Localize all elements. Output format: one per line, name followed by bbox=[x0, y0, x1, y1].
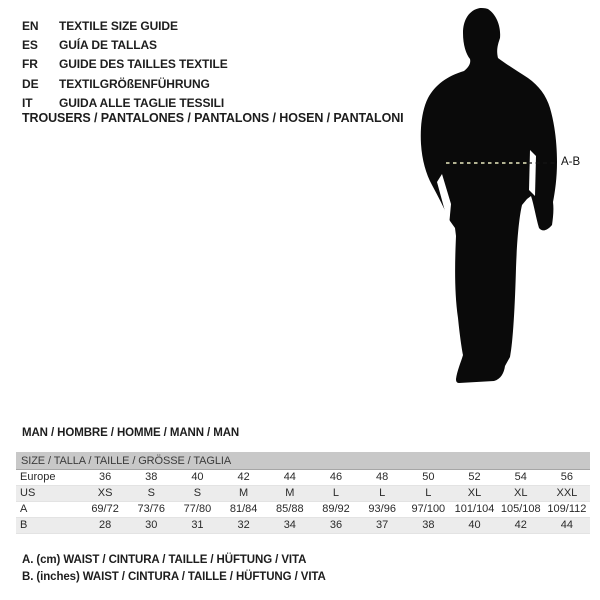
size-cell: 56 bbox=[560, 471, 574, 483]
size-cell: L bbox=[425, 487, 432, 499]
language-row-it bbox=[22, 93, 228, 112]
language-code: EN bbox=[22, 18, 39, 33]
size-cell: 28 bbox=[98, 519, 112, 531]
language-title: GUIDA ALLE TAGLIE TESSILI bbox=[59, 95, 225, 110]
size-cell: XXL bbox=[556, 487, 578, 499]
size-cell: 44 bbox=[560, 519, 574, 531]
language-code: IT bbox=[22, 95, 33, 110]
size-cell: 109/112 bbox=[547, 503, 587, 515]
size-cell: L bbox=[379, 487, 386, 499]
size-table-header: SIZE / TALLA / TAILLE / GRÖSSE / TAGLIA bbox=[16, 452, 590, 470]
table-row-b-inches bbox=[16, 518, 590, 534]
size-cell: 81/84 bbox=[229, 503, 258, 515]
size-cell: 40 bbox=[191, 471, 204, 483]
size-cell: 97/100 bbox=[411, 503, 446, 515]
size-cell: 40 bbox=[468, 519, 481, 531]
size-cell: 31 bbox=[191, 519, 204, 531]
size-cell: 54 bbox=[514, 471, 527, 483]
size-cell: 93/96 bbox=[368, 503, 396, 515]
size-cell: 37 bbox=[376, 519, 389, 531]
language-title: GUIDE DES TAILLES TEXTILE bbox=[59, 57, 228, 72]
size-cell: M bbox=[285, 487, 295, 499]
size-cell: S bbox=[147, 487, 155, 499]
footnote-a: A. (cm) WAIST / CINTURA / TAILLE / HÜFTUNG / VITA bbox=[22, 554, 307, 566]
size-cell: 36 bbox=[98, 471, 112, 483]
size-cell: 77/80 bbox=[183, 503, 212, 515]
row-label: A bbox=[20, 503, 28, 515]
right-arm-gap bbox=[529, 150, 536, 196]
table-row-us bbox=[16, 486, 590, 502]
size-cell: 42 bbox=[514, 519, 527, 531]
man-silhouette-drawing bbox=[400, 0, 600, 420]
row-label: Europe bbox=[20, 471, 56, 483]
language-title: TEXTILE SIZE GUIDE bbox=[59, 18, 178, 33]
man-silhouette bbox=[400, 0, 600, 420]
size-cell: 32 bbox=[237, 519, 250, 531]
size-cell: 38 bbox=[145, 471, 158, 483]
section-title-man: MAN / HOMBRE / HOMME / MANN / MAN bbox=[22, 427, 240, 439]
row-label: US bbox=[20, 487, 36, 499]
size-cell: 36 bbox=[329, 519, 343, 531]
measurement-footnotes bbox=[22, 554, 326, 587]
size-cell: 69/72 bbox=[91, 503, 119, 515]
size-cell: XL bbox=[513, 487, 528, 499]
size-cell: XL bbox=[467, 487, 482, 499]
waist-measure-label: A-B bbox=[561, 156, 581, 168]
language-title: TEXTILGRÖßENFÜHRUNG bbox=[59, 76, 210, 91]
size-cell: 34 bbox=[283, 519, 296, 531]
size-cell: 101/104 bbox=[454, 503, 495, 515]
size-cell: S bbox=[193, 487, 202, 499]
size-cell: 30 bbox=[145, 519, 158, 531]
row-label: B bbox=[20, 519, 28, 531]
size-cell: 38 bbox=[422, 519, 435, 531]
language-code: ES bbox=[22, 37, 38, 52]
footnote-b: B. (inches) WAIST / CINTURA / TAILLE / HÜFTUNG / VITA bbox=[22, 570, 326, 583]
table-row-a-cm bbox=[16, 502, 590, 518]
size-cell: M bbox=[239, 487, 249, 499]
size-cell: 73/76 bbox=[137, 503, 166, 515]
size-cell: 42 bbox=[237, 471, 250, 483]
language-row-es bbox=[22, 35, 228, 54]
size-cell: 105/108 bbox=[500, 503, 541, 515]
size-cell: 46 bbox=[329, 471, 343, 483]
size-cell: 85/88 bbox=[276, 503, 304, 515]
table-row-europe bbox=[16, 470, 590, 486]
size-cell: L bbox=[332, 487, 340, 499]
size-cell: 48 bbox=[376, 471, 389, 483]
language-code: DE bbox=[22, 76, 39, 91]
language-row-de bbox=[22, 74, 228, 93]
size-cell: 89/92 bbox=[322, 503, 350, 515]
language-row-fr bbox=[22, 55, 228, 74]
size-cell: 52 bbox=[468, 471, 481, 483]
language-code: FR bbox=[22, 57, 38, 72]
language-title: GUÍA DE TALLAS bbox=[59, 37, 157, 52]
language-header bbox=[22, 16, 228, 112]
size-table bbox=[16, 452, 590, 534]
language-row-en bbox=[22, 16, 228, 35]
size-cell: XS bbox=[97, 487, 113, 499]
garment-types-title: TROUSERS / PANTALONES / PANTALONS / HOSEN / PANTALONI bbox=[22, 111, 404, 125]
size-cell: 44 bbox=[283, 471, 296, 483]
size-cell: 50 bbox=[422, 471, 435, 483]
